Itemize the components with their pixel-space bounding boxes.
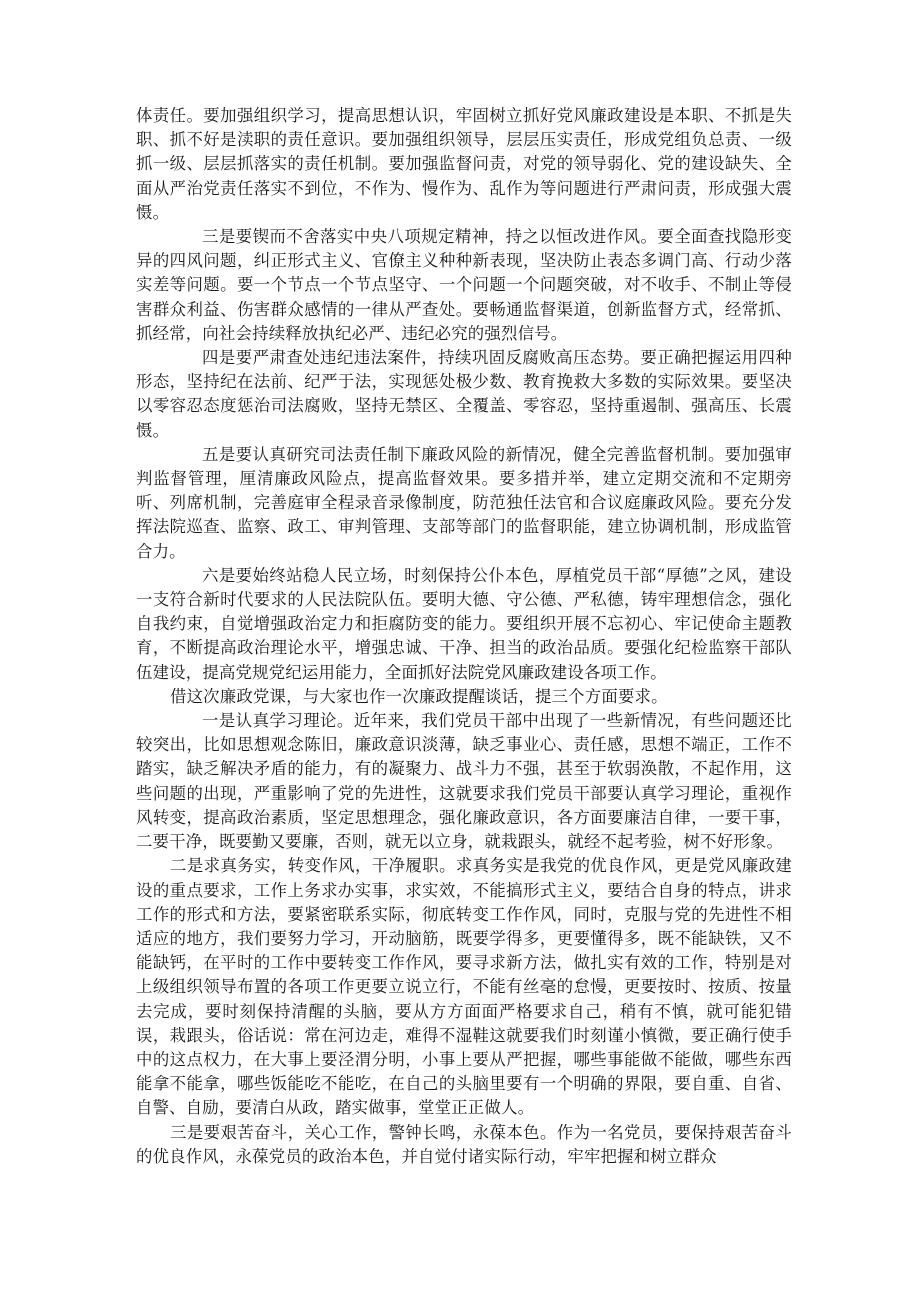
paragraph-responsibility: 体责任。要加强组织学习，提高思想认识，牢固树立抓好党风廉政建设是本职、不抓是失职、抓不好是渎职的责任意识。要加强组织领导，层层压实责任，形成党组负总责、一级抓一级、层层抓落实的责任机制。要加强监督问责，对党的领导弱化、党的建设缺失、全面从严治党责任落实不到位，不作为、慢作为、乱作为等问题进行严肃问责，形成强大震慑。: [136, 106, 792, 222]
paragraph-point-six: 六是要始终站稳人民立场，时刻保持公仆本色，厚植党员干部“厚德”之风，建设一支符合新时代要求的人民法院队伍。要明大德、守公德、严私德，铸牢理想信念，强化自我约束，自觉增强政治定力和拒腐防变的能力。要组织开展不忘初心、牢记使命主题教育，不断提高政治理论水平，增强忠诚、干净、担当的政治品质。要强化纪检监察干部队伍建设，提高党规党纪运用能力，全面抓好法院党风廉政建设各项工作。: [136, 565, 792, 682]
paragraph-reminder-intro: 借这次廉政党课，与大家也作一次廉政提醒谈话，提三个方面要求。: [170, 686, 668, 706]
paragraph-requirement-one: 一是认真学习理论。近年来，我们党员干部中出现了一些新情况，有些问题还比较突出，比如思想观念陈旧，廉政意识淡薄，缺乏事业心、责任感，思想不端正，工作不踏实，缺乏解决矛盾的能力，有的凝聚力、战斗力不强，甚至于软弱涣散，不起作用，这些问题的出现，严重影响了党的先进性，这就要求我们党员干部要认真学习理论，重视作风转变，提高政治素质，坚定思想理念，强化廉政意识，各方面要廉洁自律，一要干事，二要干净，既要勤又要廉，否则，就无以立身，就栽跟头，就经不起考验，树不好形象。: [136, 711, 792, 852]
document-page: [136, 104, 792, 1169]
paragraph-requirement-two: 二是求真务实，转变作风，干净履职。求真务实是我党的优良作风，更是党风廉政建设的重点要求，工作上务求办实事，求实效，不能搞形式主义，要结合自身的特点，讲求工作的形式和方法，要紧密联系实际，彻底转变工作作风，同时，克服与党的先进性不相适应的地方，我们要努力学习，开动脑筋，既要学得多，更要懂得多，既不能缺铁，又不能缺钙，在平时的工作中要转变工作作风，要寻求新方法，做扎实有效的工作，特别是对上级组织领导布置的各项工作更要立说立行，不能有丝毫的怠慢，更要按时、按质、按量去完成，要时刻保持清醒的头脑，要从方方面面严格要求自己，稍有不慎，就可能犯错误，栽跟头，俗话说：常在河边走，难得不湿鞋这就要我们时刻谨小慎微，要正确行使手中的这点权力，在大事上要泾渭分明，小事上要从严把握，哪些事能做不能做，哪些东西能拿不能拿，哪些饭能吃不能吃，在自己的头脑里要有一个明确的界限，要自重、自省、自警、自励，要清白从政，踏实做事，堂堂正正做人。: [136, 856, 792, 1118]
paragraph-point-five: 五是要认真研究司法责任制下廉政风险的新情况，健全完善监督机制。要加强审判监督管理，厘清廉政风险点，提高监督效果。要多措并举，建立定期交流和不定期旁听、列席机制，完善庭审全程录音录像制度，防范独任法官和合议庭廉政风险。要充分发挥法院巡查、监察、政工、审判管理、支部等部门的监督职能，建立协调机制，形成监管合力。: [136, 444, 792, 561]
paragraph-point-four: 四是要严肃查处违纪违法案件，持续巩固反腐败高压态势。要正确把握运用四种形态，坚持纪在法前、纪严于法，实现惩处极少数、教育挽救大多数的实际效果。要坚决以零容忍态度惩治司法腐败，坚持无禁区、全覆盖、零容忍，坚持重遏制、强高压、长震慑。: [136, 348, 792, 440]
paragraph-point-three: 三是要锲而不舍落实中央八项规定精神，持之以恒改进作风。要全面查找隐形变异的四风问题，纠正形式主义、官僚主义种种新表现，坚决防止表态多调门高、行动少落实差等问题。要一个节点一个节点坚守、一个问题一个问题突破，对不收手、不制止等侵害群众利益、伤害群众感情的一律从严查处。要畅通监督渠道，创新监督方式，经常抓、抓经常，向社会持续释放执纪必严、违纪必究的强烈信号。: [136, 227, 792, 343]
paragraph-requirement-three: 三是要艰苦奋斗，关心工作，警钟长鸣，永葆本色。作为一名党员，要保持艰苦奋斗的优良作风，永葆党员的政治本色，并自觉付诸实际行动，牢牢把握和树立群众: [136, 1122, 792, 1166]
